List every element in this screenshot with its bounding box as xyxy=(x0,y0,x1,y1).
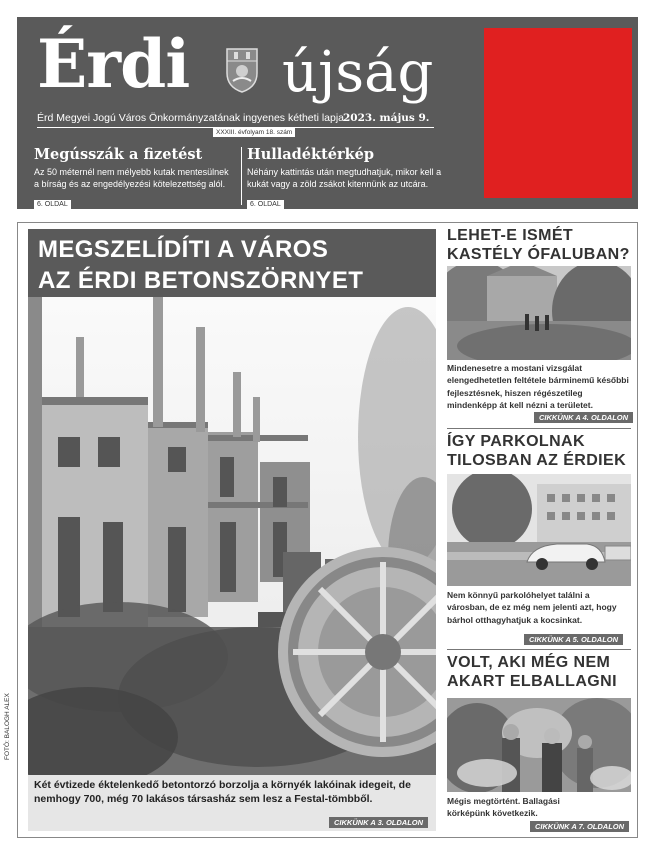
side-story-text: Mindenesetre a mostani vizsgálat elengedhetetlen feltétele bárminemű későbbi fejlesztésnek, hiszen régészetileg mindenképp át kell nézni a területet. xyxy=(447,363,629,410)
teaser-title: Hulladéktérkép xyxy=(247,146,375,163)
teaser-1[interactable] xyxy=(34,147,234,210)
teaser-divider xyxy=(241,147,242,205)
side-story-headline xyxy=(447,226,631,264)
photo-credit: FOTÓ: BALOGH ALEX xyxy=(4,693,11,760)
side-story-1-photo xyxy=(447,266,631,360)
side-story-3-text xyxy=(447,795,567,820)
lead-headline xyxy=(28,229,436,301)
teaser-text: Az 50 méternél nem mélyebb kutak mentesülnek a bírság és az engedélyezési kötelezettség alól. xyxy=(34,166,229,189)
side-story-headline xyxy=(447,653,631,691)
lead-article-link[interactable]: CIKKÜNK A 3. OLDALON xyxy=(329,817,428,828)
side-story-2[interactable] xyxy=(447,432,631,470)
side-story-3[interactable] xyxy=(447,653,631,691)
side-story-1[interactable] xyxy=(447,226,631,264)
masthead-title-main: Érdi xyxy=(37,25,190,103)
issue-number: XXXIII. évfolyam 18. szám xyxy=(213,128,295,137)
side-story-headline-line-1: LEHET-E ISMÉT xyxy=(447,227,574,244)
lead-headline-bar[interactable] xyxy=(28,229,436,297)
side-story-headline-line-1: VOLT, AKI MÉG NEM xyxy=(447,654,611,671)
side-story-2-photo xyxy=(447,474,631,586)
teaser-title: Megússzák a fizetést xyxy=(34,146,203,163)
coat-of-arms-icon xyxy=(225,47,259,93)
teaser-2[interactable] xyxy=(247,147,447,210)
side-story-headline-line-2: TILOSBAN AZ ÉRDIEK xyxy=(447,452,627,470)
side-divider xyxy=(447,428,631,429)
teaser-text: Néhány kattintás után megtudhatjuk, mikor kell a kukát vagy a zöld zsákot kitennünk az utcára. xyxy=(247,166,442,189)
side-story-headline-line-2: KASTÉLY ÓFALUBAN? xyxy=(447,246,630,264)
masthead-subtitle: Érd Megyei Jogú Város Önkormányzatának ingyenes kétheti lapja xyxy=(37,112,345,124)
red-ad-box xyxy=(484,28,632,198)
masthead-title-second: újság xyxy=(282,40,434,105)
side-story-headline xyxy=(447,432,631,470)
masthead-date: 2023. május 9. xyxy=(343,112,430,124)
side-divider xyxy=(447,649,631,650)
side-story-3-photo xyxy=(447,698,631,792)
lead-photo xyxy=(28,297,436,775)
side-story-2-text xyxy=(447,589,631,626)
lead-headline-line-1: MEGSZELÍDÍTI A VÁROS xyxy=(38,236,329,263)
side-story-2-link[interactable]: CIKKÜNK A 5. OLDALON xyxy=(524,634,623,645)
teaser-page-tag[interactable]: 6. OLDAL xyxy=(247,200,284,209)
lead-headline-line-2: AZ ÉRDI BETONSZÖRNYET xyxy=(38,267,364,295)
side-story-3-link[interactable]: CIKKÜNK A 7. OLDALON xyxy=(530,821,629,832)
side-story-headline-line-1: ÍGY PARKOLNAK xyxy=(447,433,585,450)
side-story-1-link[interactable]: CIKKÜNK A 4. OLDALON xyxy=(534,412,633,423)
side-story-text: Mégis megtörtént. Ballagási körképünk következik. xyxy=(447,796,560,819)
side-story-1-text xyxy=(447,362,631,411)
side-story-text: Nem könnyű parkolóhelyet találni a városban, de ez még nem jelenti azt, hogy bárhol otthagyhatjuk a kocsinkat. xyxy=(447,590,617,625)
side-story-headline-line-2: AKART ELBALLAGNI xyxy=(447,673,617,691)
lead-caption: Két évtizede éktelenkedő betontorzó borzolja a környék lakóinak idegeit, de nemhogy 700, még 70 lakásos társasház sem lesz a Festal-tömbből. xyxy=(34,779,411,805)
teaser-page-tag[interactable]: 6. OLDAL xyxy=(34,200,71,209)
masthead xyxy=(17,17,638,209)
